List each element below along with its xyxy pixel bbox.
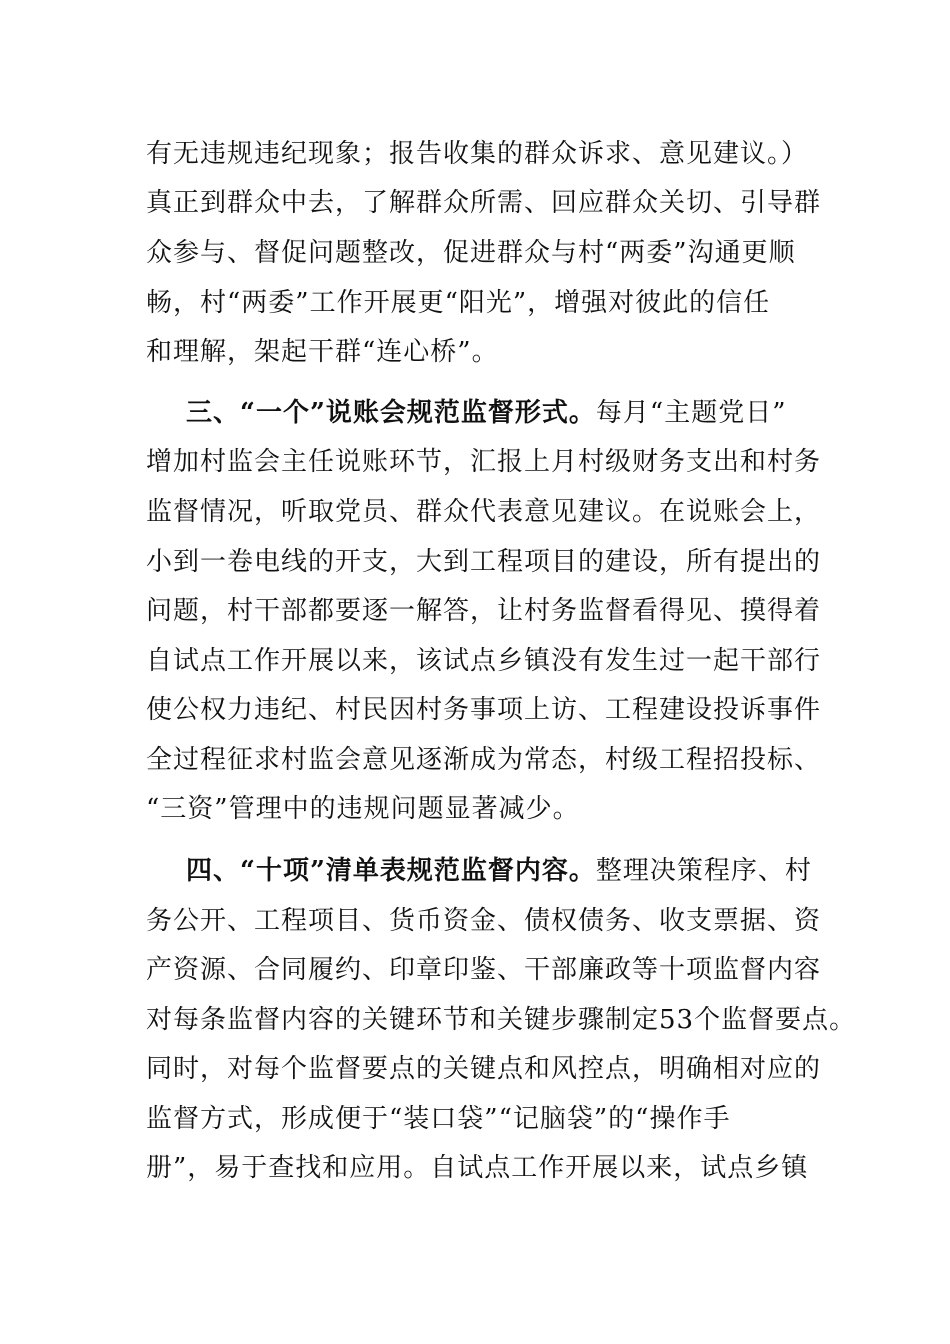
- text-line: 和理解，架起干群“连心桥”。: [146, 337, 499, 367]
- text-line: 务公开、工程项目、货币资金、债权债务、收支票据、资: [146, 906, 822, 936]
- text-line: 同时，对每个监督要点的关键点和风控点，明确相对应的: [146, 1054, 822, 1084]
- text-line: 畅，村“两委”工作开展更“阳光”，增强对彼此的信任: [146, 288, 771, 318]
- section-heading: 三、“一个”说账会规范监督形式。: [186, 398, 596, 428]
- text-line: 监督方式，形成便于“装口袋”“记脑袋”的“操作手: [146, 1104, 731, 1134]
- section-paragraph-start: [186, 851, 816, 891]
- text-line: 增加村监会主任说账环节，汇报上月村级财务支出和村务: [146, 447, 822, 477]
- text-run: 整理决策程序、村: [595, 856, 812, 886]
- text-line: “三资”管理中的违规问题显著减少。: [146, 794, 580, 824]
- text-line: 自试点工作开展以来，该试点乡镇没有发生过一起干部行: [146, 646, 822, 676]
- text-run: 每月“主题党日”: [595, 398, 787, 428]
- text-line: 小到一卷电线的开支，大到工程项目的建设，所有提出的: [146, 547, 822, 577]
- section-heading: 四、“十项”清单表规范监督内容。: [186, 856, 596, 886]
- text-line: 问题，村干部都要逐一解答，让村务监督看得见、摸得着: [146, 596, 822, 626]
- text-line: 册”，易于查找和应用。自试点工作开展以来，试点乡镇: [146, 1153, 809, 1183]
- text-line: 有无违规违纪现象；报告收集的群众诉求、意见建议。）: [146, 139, 809, 169]
- text-line: 使公权力违纪、村民因村务事项上访、工程建设投诉事件: [146, 695, 822, 725]
- section-paragraph-start: [186, 393, 816, 433]
- text-line: 产资源、合同履约、印章印鉴、干部廉政等十项监督内容: [146, 955, 822, 985]
- text-line: 监督情况，听取党员、群众代表意见建议。在说账会上，: [146, 497, 822, 527]
- text-line: 真正到群众中去，了解群众所需、回应群众关切、引导群: [146, 188, 822, 218]
- text-line: 对每条监督内容的关键环节和关键步骤制定53个监督要点。: [146, 1005, 857, 1035]
- text-line: 众参与、督促问题整改，促进群众与村“两委”沟通更顺: [146, 238, 796, 268]
- text-line: 全过程征求村监会意见逐渐成为常态，村级工程招投标、: [146, 745, 822, 775]
